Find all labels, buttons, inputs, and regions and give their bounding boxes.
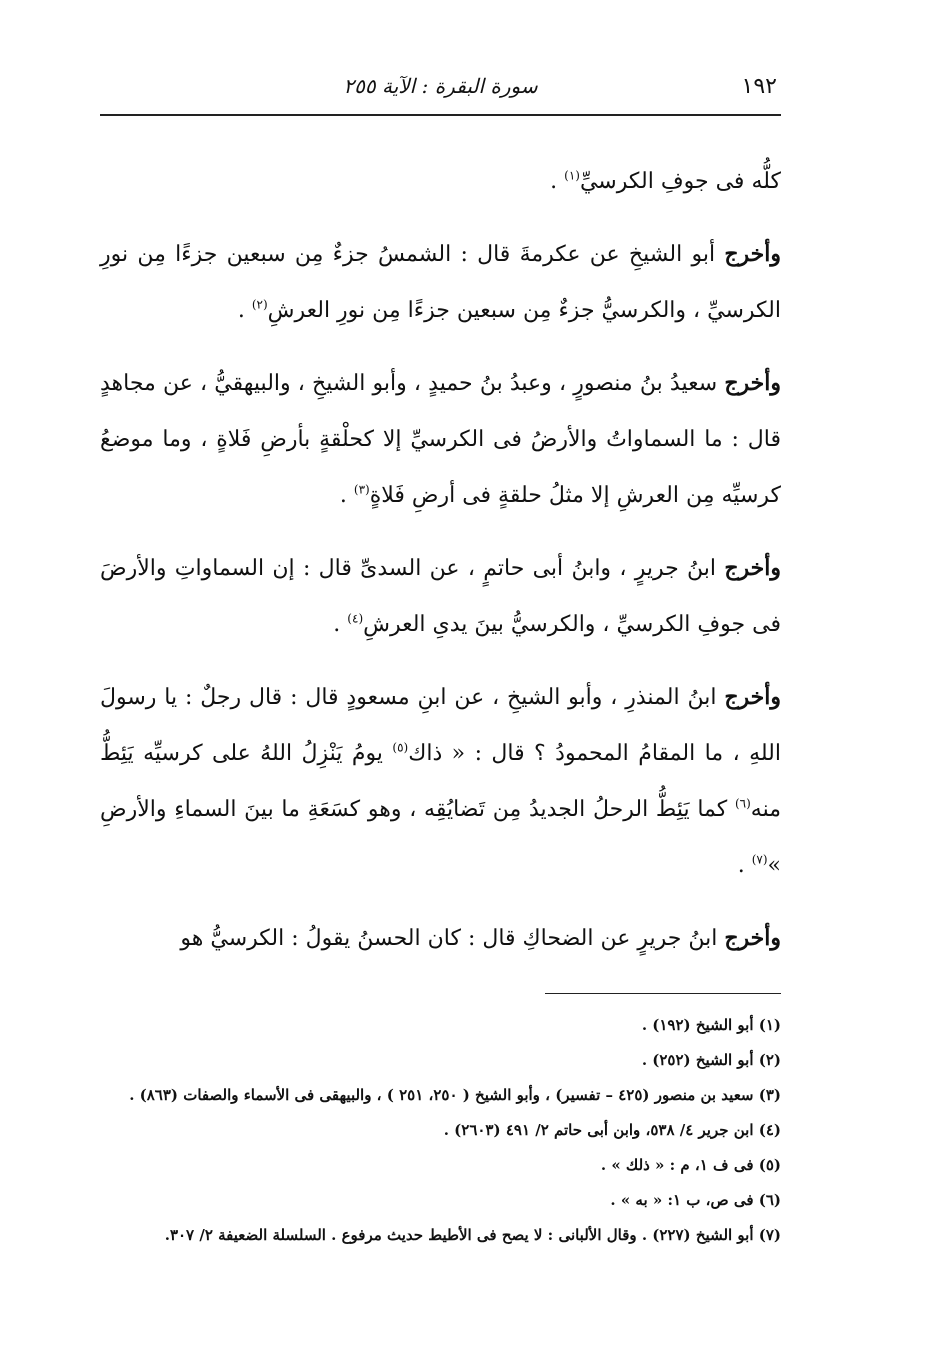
footnote-7: (٧) أبو الشيخ (٢٢٧) . وقال الألبانى : لا يصح فى الأطيط حديث مرفوع . السلسلة الضعيفة ٢/ ٣٠٧. [164, 1226, 781, 1244]
paragraph-text-3: كما يَئِطُّ الرحلُ الجديدُ مِن تَضايُقِه ، وهو كسَعَةِ ما بينَ السماءِ والأرضِ » [100, 797, 781, 878]
footnote-ref: (٣) [353, 482, 370, 497]
footnote-ref: (٥) [392, 740, 409, 755]
footnote-ref: (٢) [251, 297, 268, 312]
paragraph-text: سعيدُ بنُ منصورٍ ، وعبدُ بنُ حميدٍ ، وأبو الشيخِ ، والبيهقيُّ ، عن مجاهدٍ قال : ما السماواتُ والأرضُ فى الكرسيِّ إلا كحلْقةٍ بأرضِ فَلاةٍ ، وما موضعُ كرسيِّه مِن العرشِ إلا مثلُ حلقةٍ فى أرضِ فَلاةٍ [100, 371, 781, 508]
paragraph-text: ابنُ المنذرِ ، وأبو الشيخِ ، عن ابنِ مسعودٍ قال : قال رجلٌ : يا رسولَ اللهِ ، ما المقامُ المحمودُ ؟ قال : « ذاك [100, 685, 781, 766]
footnote-ref: (٧) [751, 852, 768, 867]
footnote-6: (٦) فى ص، ب ١: « به » . [610, 1191, 781, 1209]
paragraph-end: . [339, 483, 354, 508]
footnote-ref: (٦) [734, 796, 751, 811]
paragraph-text: كلُّه فى جوفِ الكرسيِّ [579, 169, 781, 194]
paragraph-end: . [237, 298, 252, 323]
page-header [100, 60, 781, 116]
footnote-2: (٢) أبو الشيخ (٢٥٢) . [641, 1051, 781, 1069]
main-text [100, 154, 781, 967]
footnotes [100, 1008, 781, 1253]
running-title: سورة البقرة : الآية ٢٥٥ [343, 74, 538, 98]
paragraph-lead: وأخرج [724, 555, 781, 581]
footnote-5: (٥) فى ف ١، م : « ذلك » . [600, 1156, 781, 1174]
paragraph-text-2: يومُ يَنْزِلُ اللهُ على كرسيِّه يَئِطُّ منه [100, 741, 781, 822]
footnote-3: (٣) سعيد بن منصور (٤٢٥ – تفسير) ، وأبو الشيخ ( ٢٥٠، ٢٥١ ) ، والبيهقى فى الأسماء والصفات (٨٦٣) . [129, 1086, 781, 1104]
paragraph-3 [100, 355, 781, 524]
footnote-ref: (٤) [347, 611, 364, 626]
paragraph-end: . [737, 853, 752, 878]
paragraph-6 [100, 910, 781, 967]
footnote-ref: (١) [564, 168, 580, 183]
paragraph-4 [100, 540, 781, 653]
footnote-1: (١) أبو الشيخ (١٩٢) . [641, 1016, 781, 1034]
paragraph-lead: وأخرج [724, 370, 781, 396]
footnote-4: (٤) ابن جرير ٤/ ٥٣٨، وابن أبى حاتم ٢/ ٤٩١ (٢٦٠٣) . [443, 1121, 781, 1139]
paragraph-lead: وأخرج [724, 684, 781, 710]
paragraph-text: أبو الشيخِ عن عكرمةَ قال : الشمسُ جزءٌ مِن سبعين جزءًا مِن نورِ الكرسيِّ ، والكرسيُّ جزءٌ مِن سبعين جزءًا مِن نورِ العرشِ [100, 242, 781, 323]
paragraph-5 [100, 669, 781, 894]
paragraph-end: . [333, 612, 348, 637]
book-page [100, 60, 781, 1349]
paragraph-lead: وأخرج [724, 925, 781, 951]
paragraph-text: ابنُ جريرٍ ، وابنُ أبى حاتمٍ ، عن السدىِّ قال : إن السماواتِ والأرضَ فى جوفِ الكرسيِّ ، والكرسيُّ بينَ يدىِ العرشِ [100, 556, 781, 637]
paragraph-lead: وأخرج [724, 241, 781, 267]
paragraph-2 [100, 226, 781, 339]
page-number: ١٩٢ [741, 74, 777, 99]
paragraph-1 [100, 154, 781, 210]
paragraph-end: . [550, 169, 565, 194]
footnote-divider [545, 993, 781, 994]
paragraph-text: ابنُ جريرٍ عن الضحاكِ قال : كان الحسنُ يقولُ : الكرسيُّ هو [180, 926, 725, 951]
